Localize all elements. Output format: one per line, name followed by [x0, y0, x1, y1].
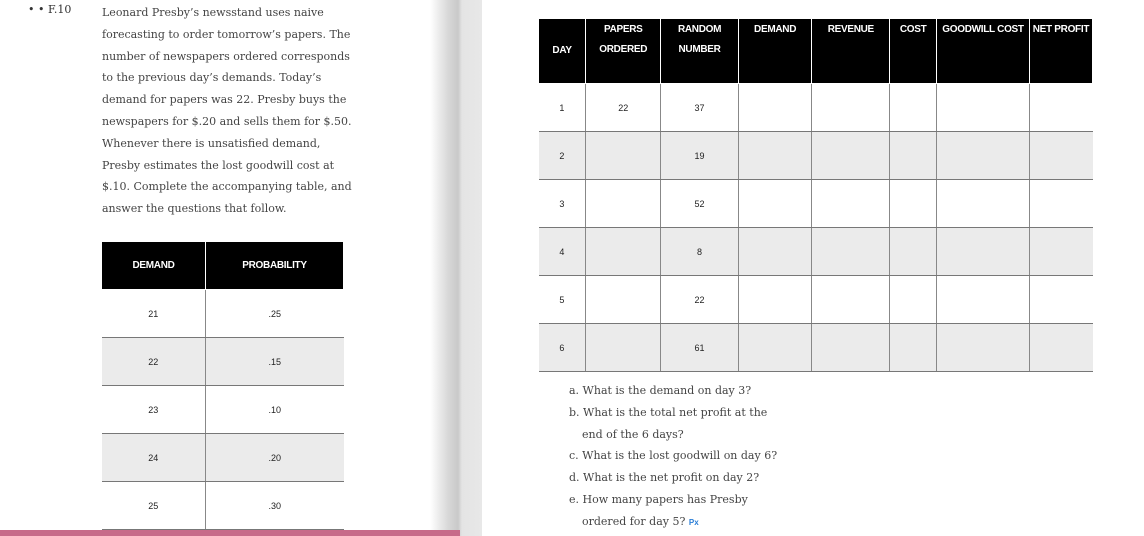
table-row — [539, 324, 1093, 372]
table-row — [539, 84, 1093, 132]
simulation-table — [538, 18, 1093, 372]
header-probability: PROBABILITY — [206, 242, 344, 290]
header-net-profit: NET PROFIT — [1029, 19, 1092, 84]
cell — [586, 180, 661, 228]
cell: 25 — [102, 482, 206, 530]
cell: 52 — [661, 180, 738, 228]
questions — [569, 380, 777, 534]
cell[interactable] — [1029, 84, 1092, 132]
table-row — [539, 228, 1093, 276]
table-row — [539, 132, 1093, 180]
cell: 2 — [539, 132, 586, 180]
question-b-cont: end of the 6 days? — [582, 427, 684, 441]
cell[interactable] — [1029, 180, 1092, 228]
table-row — [102, 434, 344, 482]
cell[interactable] — [1029, 324, 1092, 372]
cell[interactable] — [738, 324, 812, 372]
cell: .20 — [206, 434, 344, 482]
cell[interactable] — [890, 84, 937, 132]
cell: 37 — [661, 84, 738, 132]
cell: 8 — [661, 228, 738, 276]
cell[interactable] — [937, 276, 1030, 324]
cell — [586, 228, 661, 276]
cell[interactable] — [738, 84, 812, 132]
cell[interactable] — [738, 180, 812, 228]
cell[interactable] — [738, 228, 812, 276]
header-random-number: RANDOM NUMBER — [661, 19, 738, 84]
cell: 4 — [539, 228, 586, 276]
cell[interactable] — [937, 324, 1030, 372]
cell: 1 — [539, 84, 586, 132]
demand-distribution-table — [101, 241, 344, 530]
cell[interactable] — [1029, 228, 1092, 276]
cell[interactable] — [937, 228, 1030, 276]
header-revenue: REVENUE — [812, 19, 890, 84]
cell[interactable] — [1029, 132, 1092, 180]
header-goodwill-cost: GOODWILL COST — [937, 19, 1030, 84]
cell: 24 — [102, 434, 206, 482]
page-gutter — [430, 0, 482, 536]
cell: 22 — [102, 338, 206, 386]
table-row — [102, 338, 344, 386]
cell[interactable] — [812, 228, 890, 276]
table-row — [539, 276, 1093, 324]
header-day: DAY — [539, 19, 586, 84]
question-e-text: ordered for day 5? — [582, 514, 686, 528]
cell: 61 — [661, 324, 738, 372]
header-demand: DEMAND — [102, 242, 206, 290]
cell: 22 — [661, 276, 738, 324]
cell[interactable] — [937, 132, 1030, 180]
page-edge — [0, 530, 460, 536]
question-e: e. How many papers has Presby — [569, 492, 748, 506]
cell[interactable] — [890, 228, 937, 276]
cell: 23 — [102, 386, 206, 434]
cell: 21 — [102, 290, 206, 338]
cell[interactable] — [812, 132, 890, 180]
cell: 3 — [539, 180, 586, 228]
table-row — [102, 482, 344, 530]
cell[interactable] — [890, 324, 937, 372]
cell: .15 — [206, 338, 344, 386]
problem-text: Leonard Presby’s newsstand uses naive forecasting to order tomorrow’s papers. The number of newspapers ordered corresponds to the previous day’s demands. Today’s demand for papers was 22. Presby buys the newspapers for $.20 and sells them for $.50. Whenever there is unsatisfied demand, Presby estimates the lost goodwill cost at $.10. Complete the accompanying table, and answer the questions that follow. — [102, 6, 352, 216]
cell: 6 — [539, 324, 586, 372]
question-d: d. What is the net profit on day 2? — [569, 471, 760, 485]
question-b: b. What is the total net profit at the — [569, 405, 768, 419]
cell[interactable] — [738, 132, 812, 180]
cell[interactable] — [812, 180, 890, 228]
cell — [586, 276, 661, 324]
cell: .25 — [206, 290, 344, 338]
cell: .30 — [206, 482, 344, 530]
cell: 22 — [586, 84, 661, 132]
header-papers-ordered: PAPERS ORDERED — [586, 19, 661, 84]
header-demand: DEMAND — [738, 19, 812, 84]
cell[interactable] — [890, 180, 937, 228]
cell[interactable] — [890, 132, 937, 180]
cell[interactable] — [937, 84, 1030, 132]
cell[interactable] — [812, 324, 890, 372]
px-icon[interactable]: Px — [688, 517, 699, 527]
problem-label: • • F.10 — [28, 3, 72, 16]
cell[interactable] — [812, 84, 890, 132]
question-c: c. What is the lost goodwill on day 6? — [569, 449, 778, 463]
question-e-cont — [569, 511, 777, 534]
cell[interactable] — [812, 276, 890, 324]
cell[interactable] — [890, 276, 937, 324]
table-row — [539, 180, 1093, 228]
table-row — [102, 386, 344, 434]
cell — [586, 132, 661, 180]
cell[interactable] — [1029, 276, 1092, 324]
cell — [586, 324, 661, 372]
header-cost: COST — [890, 19, 937, 84]
question-a: a. What is the demand on day 3? — [569, 384, 752, 397]
cell[interactable] — [738, 276, 812, 324]
cell[interactable] — [937, 180, 1030, 228]
cell: 19 — [661, 132, 738, 180]
table-row — [102, 290, 344, 338]
cell: .10 — [206, 386, 344, 434]
cell: 5 — [539, 276, 586, 324]
